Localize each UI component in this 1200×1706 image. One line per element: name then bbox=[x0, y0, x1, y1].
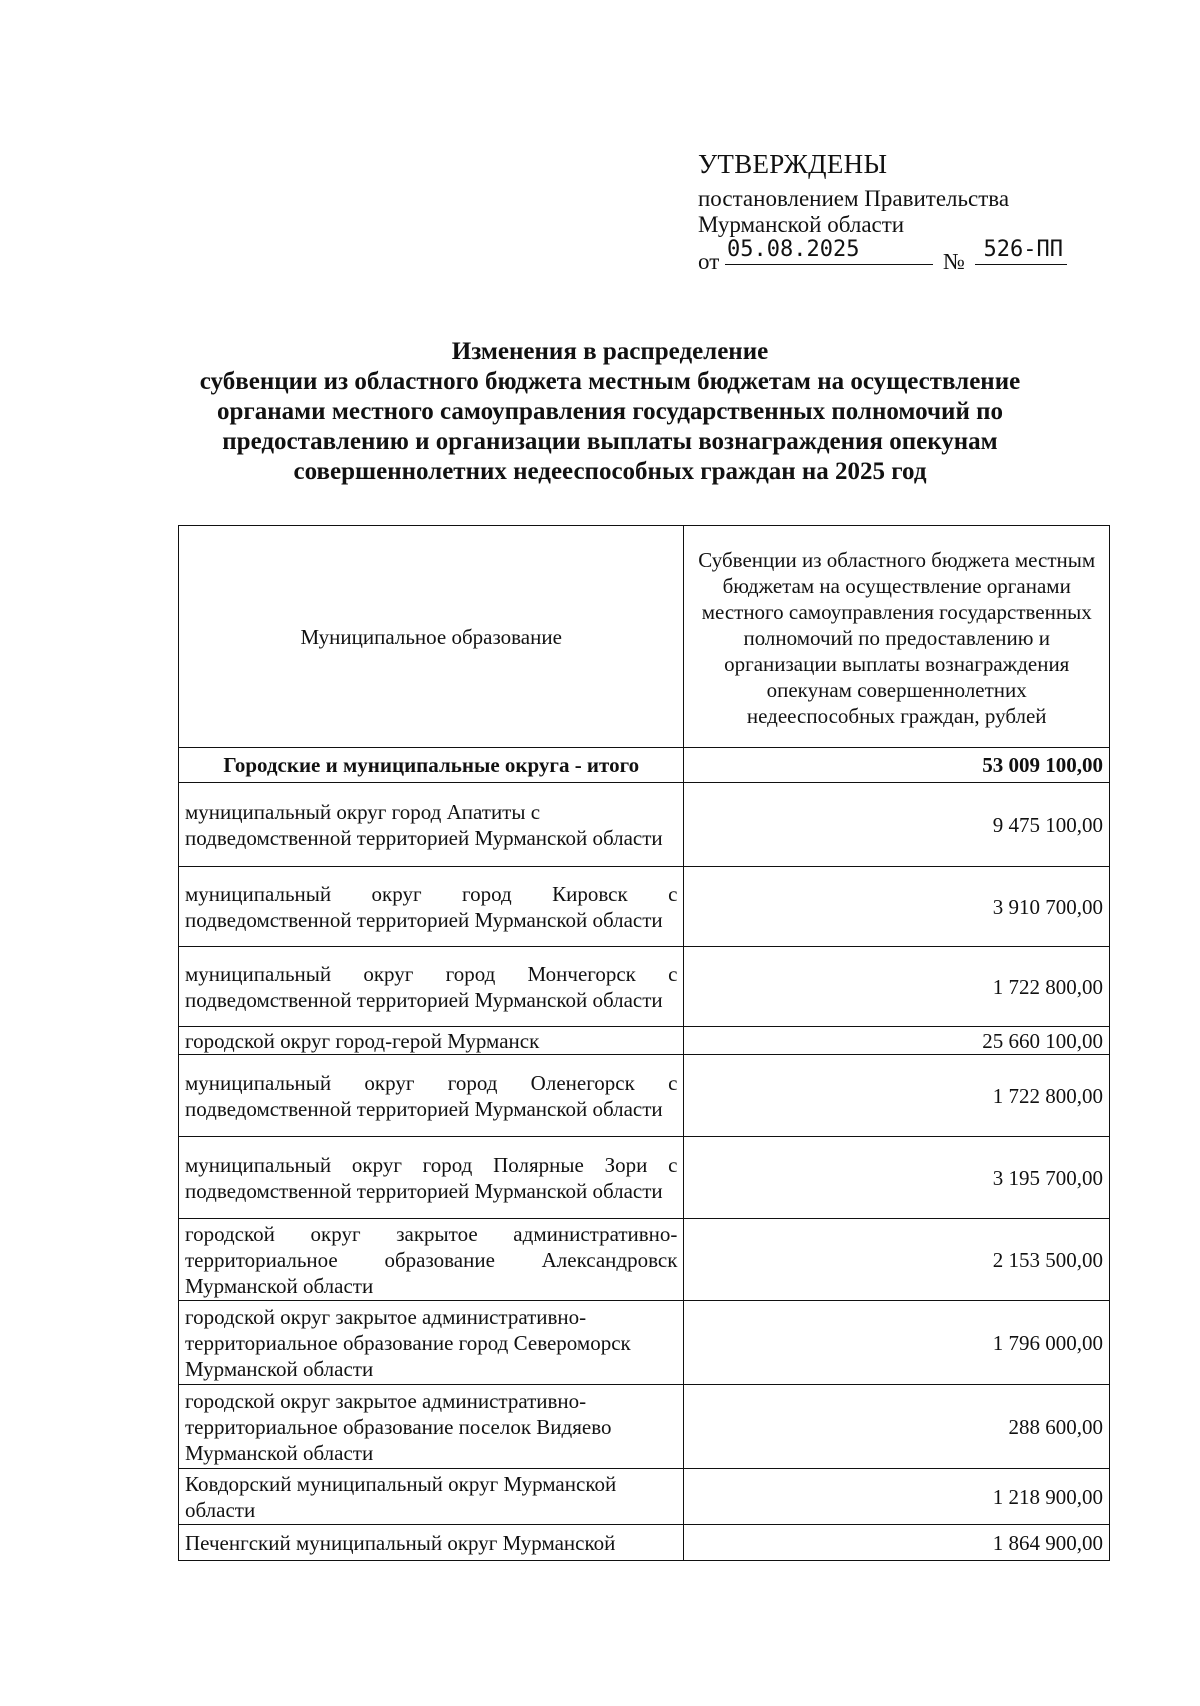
table-total-row bbox=[179, 748, 1110, 783]
row-value: 3 195 700,00 bbox=[684, 1137, 1110, 1219]
row-name: городской округ город-герой Мурманск bbox=[179, 1027, 684, 1055]
row-name: городской округ закрытое административно-территориальное образование Александровск Мурманской области bbox=[179, 1219, 684, 1301]
table-row bbox=[179, 1525, 1110, 1561]
total-label: Городские и муниципальные округа - итого bbox=[179, 748, 684, 783]
document-title bbox=[160, 337, 1060, 487]
resolution-number: 526-ПП bbox=[975, 239, 1067, 265]
approval-block bbox=[698, 148, 1098, 273]
title-line-1: Изменения в распределение bbox=[451, 338, 769, 365]
title-line-5: совершеннолетних недееспособных граждан на 2025 год bbox=[293, 458, 927, 485]
row-value: 3 910 700,00 bbox=[684, 867, 1110, 947]
row-value: 2 153 500,00 bbox=[684, 1219, 1110, 1301]
approval-line-1: постановлением Правительства bbox=[698, 186, 1010, 211]
row-name: муниципальный округ город Мончегорск с подведомственной территорией Мурманской области bbox=[179, 947, 684, 1027]
table-row bbox=[179, 1385, 1110, 1469]
header-subvention: Субвенции из областного бюджета местным бюджетам на осуществление органами местного самоуправления государственных полномочий по предоставлению и организации выплаты вознаграждения опекунам совершеннолетних недееспособных граждан, рублей bbox=[684, 526, 1110, 748]
row-value: 1 218 900,00 bbox=[684, 1469, 1110, 1525]
row-name: городской округ закрытое административно-территориальное образование поселок Видяево Мурманской области bbox=[179, 1385, 684, 1469]
row-name: Ковдорский муниципальный округ Мурманской области bbox=[179, 1469, 684, 1525]
title-line-2: субвенции из областного бюджета местным бюджетам на осуществление bbox=[199, 368, 1021, 395]
date-prefix: от bbox=[698, 249, 720, 274]
table-header-row bbox=[179, 526, 1110, 748]
table-row bbox=[179, 1219, 1110, 1301]
row-name: муниципальный округ город Кировск с подведомственной территорией Мурманской области bbox=[179, 867, 684, 947]
approval-line-2: Мурманской области bbox=[698, 212, 905, 237]
table-row bbox=[179, 1469, 1110, 1525]
number-prefix: № bbox=[943, 249, 965, 274]
table-row bbox=[179, 1137, 1110, 1219]
resolution-date: 05.08.2025 bbox=[725, 239, 933, 265]
row-name: муниципальный округ город Полярные Зори с подведомственной территорией Мурманской области bbox=[179, 1137, 684, 1219]
row-value: 25 660 100,00 bbox=[684, 1027, 1110, 1055]
table-row bbox=[179, 1055, 1110, 1137]
table-row bbox=[179, 947, 1110, 1027]
table-row bbox=[179, 867, 1110, 947]
row-value: 1 722 800,00 bbox=[684, 947, 1110, 1027]
title-line-3: органами местного самоуправления государственных полномочий по bbox=[216, 398, 1004, 425]
row-value: 1 864 900,00 bbox=[684, 1525, 1110, 1561]
title-line-4: предоставлению и организации выплаты вознаграждения опекунам bbox=[222, 428, 998, 455]
table-row bbox=[179, 1027, 1110, 1055]
row-name: муниципальный округ город Оленегорск с подведомственной территорией Мурманской области bbox=[179, 1055, 684, 1137]
row-value: 9 475 100,00 bbox=[684, 783, 1110, 867]
table-row bbox=[179, 1301, 1110, 1385]
row-value: 288 600,00 bbox=[684, 1385, 1110, 1469]
row-value: 1 796 000,00 bbox=[684, 1301, 1110, 1385]
row-name: Печенгский муниципальный округ Мурманской bbox=[179, 1525, 684, 1561]
row-name: муниципальный округ город Апатиты с подведомственной территорией Мурманской области bbox=[179, 783, 684, 867]
approval-heading: УТВЕРЖДЕНЫ bbox=[698, 149, 888, 179]
header-municipality: Муниципальное образование bbox=[179, 526, 684, 748]
row-name: городской округ закрытое административно-территориальное образование город Североморск Мурманской области bbox=[179, 1301, 684, 1385]
date-number-line bbox=[698, 239, 1098, 273]
table-row bbox=[179, 783, 1110, 867]
subvention-table bbox=[178, 525, 1110, 1561]
total-value: 53 009 100,00 bbox=[684, 748, 1110, 783]
row-value: 1 722 800,00 bbox=[684, 1055, 1110, 1137]
